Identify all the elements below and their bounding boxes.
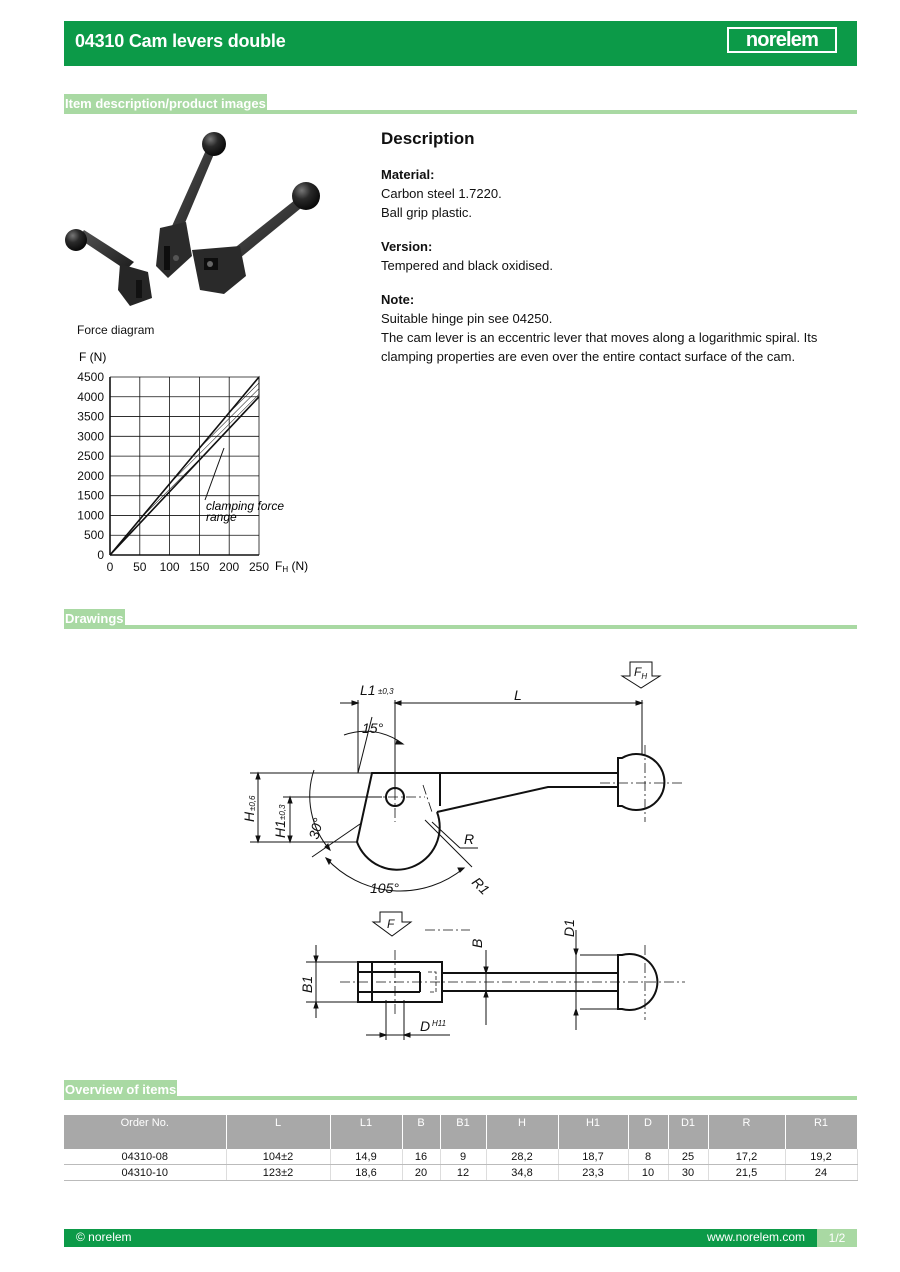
cell-h: 28,2 [486,1149,558,1165]
section-header-images [64,92,857,114]
side-view [357,754,664,870]
cell-r: 21,5 [708,1165,785,1181]
force-diagram-title: Force diagram [77,323,155,337]
cell-b1: 12 [440,1165,486,1181]
y-tick-label: 500 [83,528,104,543]
dim-h: H [241,811,257,822]
y-tick-label: 2500 [77,449,104,464]
y-axis-label: F (N) [79,350,107,364]
section-title-drawings: Drawings [64,609,125,629]
dim-b1: B1 [299,975,315,993]
table-row[interactable] [64,1165,857,1181]
section-header-drawings [64,607,857,629]
col-r1[interactable]: R1 [785,1115,857,1149]
dim-b: B [469,938,485,948]
cell-d1: 25 [668,1149,708,1165]
dim-l: L [514,687,522,703]
force-diagram-chart [64,340,324,585]
dim-l1: L1 [360,682,376,698]
col-order-no[interactable]: Order No. [64,1115,226,1149]
norelem-logo[interactable] [727,27,837,53]
cell-d1: 30 [668,1165,708,1181]
cell-l: 104±2 [226,1149,330,1165]
cell-r1: 19,2 [785,1149,857,1165]
cell-d: 8 [628,1149,668,1165]
col-b1[interactable]: B1 [440,1115,486,1149]
cell-l: 123±2 [226,1165,330,1181]
upper-limit-line [110,377,259,555]
col-h[interactable]: H [486,1115,558,1149]
cell-d: 10 [628,1165,668,1181]
items-table [64,1115,858,1181]
cell-h1: 23,3 [558,1165,628,1181]
dim-l1-tolerance: ±0,3 [378,687,394,696]
col-b[interactable]: B [402,1115,440,1149]
cell-order-no[interactable]: 04310-08 [64,1149,226,1165]
x-tick-label: 50 [133,560,147,574]
annotation-range: range [206,510,237,524]
col-l1[interactable]: L1 [330,1115,402,1149]
x-tick-label: 150 [189,560,210,574]
material-label: Material: [381,167,435,182]
col-d1[interactable]: D1 [668,1115,708,1149]
version-text: Tempered and black oxidised. [381,258,553,273]
cell-r: 17,2 [708,1149,785,1165]
cell-b: 20 [402,1165,440,1181]
force-fh-subscript: H [641,672,648,681]
col-d[interactable]: D [628,1115,668,1149]
x-tick-labels [107,560,270,574]
version-label: Version: [381,239,433,254]
col-l[interactable]: L [226,1115,330,1149]
dim-d: D [420,1018,431,1034]
section-rule [64,1096,857,1100]
x-tick-label: 0 [106,560,114,574]
product-image [64,130,322,315]
force-f-label: F [387,917,395,931]
x-axis-label: FH (N) [275,559,309,574]
angle-30: 30° [305,816,327,841]
note-label: Note: [381,292,415,307]
dim-h1-tolerance: ±0,3 [278,804,287,820]
section-title-images: Item description/product images [64,94,267,114]
col-h1[interactable]: H1 [558,1115,628,1149]
cell-l1: 18,6 [330,1165,402,1181]
annotation-clamping-force: clamping force [206,499,285,513]
dim-r1: R1 [468,873,493,898]
dim-d1: D1 [561,919,577,937]
cell-h1: 18,7 [558,1149,628,1165]
section-rule [64,625,857,629]
y-tick-label: 4000 [77,389,104,404]
angle-105: 105° [370,880,399,896]
dim-h-tolerance: ±0,6 [248,795,257,811]
y-tick-labels [77,370,104,562]
logo-text: norelem [745,29,819,51]
y-tick-label: 1500 [77,488,104,503]
angle-15: 15° [362,720,384,736]
description-block [381,128,851,366]
description-heading: Description [381,129,475,148]
y-tick-label: 3000 [77,429,104,444]
cell-r1: 24 [785,1165,857,1181]
material-line: Carbon steel 1.7220. [381,186,502,201]
note-line: The cam lever is an eccentric lever that moves along a logarithmic spiral. Its [381,330,818,345]
footer-copyright: © norelem [76,1230,132,1244]
page-title: 04310 Cam levers double [75,31,286,51]
cell-h: 34,8 [486,1165,558,1181]
note-line: clamping properties are even over the entire contact surface of the cam. [381,349,796,364]
dim-r: R [464,831,475,847]
dim-d-tolerance: H11 [432,1019,447,1028]
y-tick-label: 2000 [77,468,104,483]
y-tick-label: 3500 [77,409,104,424]
cell-b: 16 [402,1149,440,1165]
material-line: Ball grip plastic. [381,205,473,220]
x-tick-label: 200 [219,560,240,574]
x-tick-label: 100 [159,560,180,574]
y-tick-label: 4500 [77,370,104,384]
cell-b1: 9 [440,1149,486,1165]
note-line: Suitable hinge pin see 04250. [381,311,553,326]
footer-bar [64,1229,857,1247]
dim-h1: H1 [272,820,288,838]
force-fh-label [634,665,647,681]
footer-website-link[interactable]: www.norelem.com [706,1230,805,1244]
force-fh-letter: F [634,665,642,679]
cell-order-no[interactable]: 04310-10 [64,1165,226,1181]
col-r[interactable]: R [708,1115,785,1149]
footer-page-number: 1/2 [817,1229,857,1247]
y-tick-label: 0 [97,548,104,562]
table-row[interactable] [64,1149,857,1165]
section-header-overview [64,1078,857,1100]
cell-l1: 14,9 [330,1149,402,1165]
table-header-row [64,1115,857,1149]
x-tick-label: 250 [248,560,270,574]
header-bar [64,21,857,66]
section-title-overview: Overview of items [64,1080,177,1100]
technical-drawing [200,650,720,1050]
center-lines-top [340,945,685,1020]
y-tick-label: 1000 [77,508,104,523]
